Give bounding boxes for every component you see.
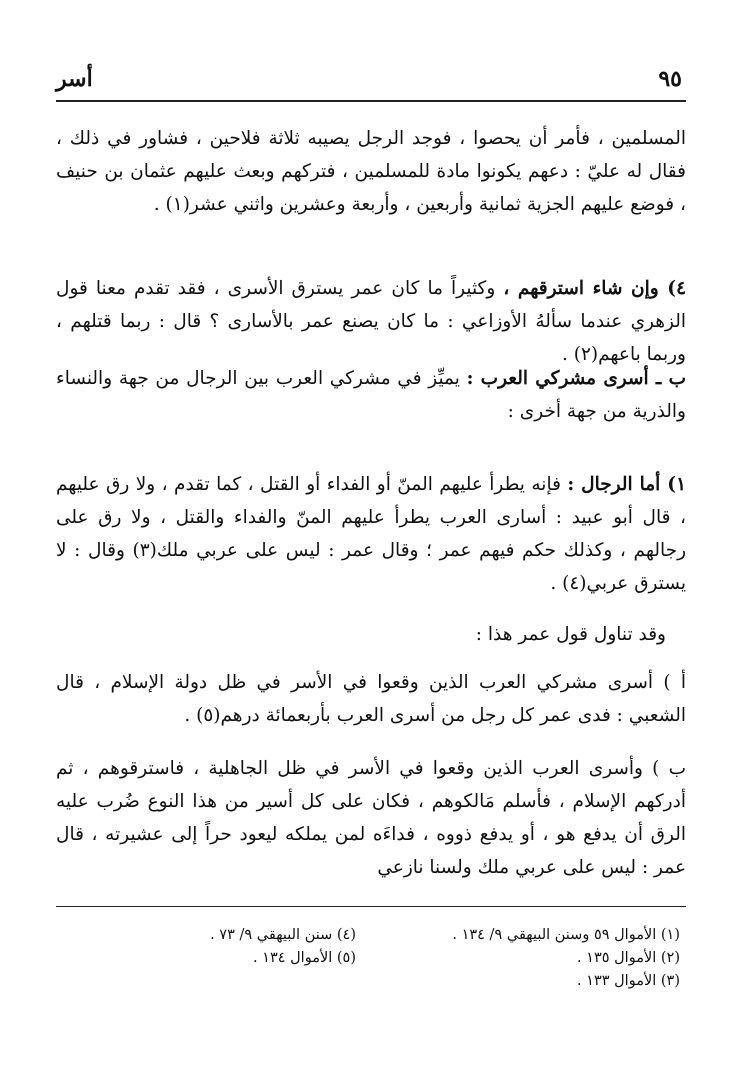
paragraph-4: ١) أما الرجال : فإنه يطرأ عليهم المنّ أو الفداء أو القتل ، كما تقدم ، ولا رق عليهم ، قال أبو عبيد : أسارى العرب يطرأ عليهم المنّ والفداء والقتل ، ولا رق على رجالهم ، وكذلك حكم فيهم عمر ؛ وقال عمر : ليس على عربي ملك(٣) وقال : لا يسترق عربي(٤) .	[56, 474, 687, 594]
footnote-4: (٤) سنن البيهقي ٩/ ٧٣ .	[210, 927, 356, 943]
footnote-5: (٥) الأموال ١٣٤ .	[252, 950, 356, 966]
footnote-3: (٣) الأموال ١٣٣ .	[576, 973, 680, 989]
footnote-separator	[56, 906, 686, 907]
paragraph-1: المسلمين ، فأمر أن يحصوا ، فوجد الرجل يصيبه ثلاثة فلاحين ، فشاور في ذلك ، فقال له عليّ : دعهم يكونوا مادة للمسلمين ، فتركهم وبعث عليهم عثمان بن حنيف ، فوضع عليهم الجزية ثمانية وأربعين ، وأربعة وعشرين واثني عشر(١) .	[56, 128, 686, 215]
running-title: أسر	[56, 66, 93, 92]
footnotes-right-column	[380, 924, 680, 993]
document-page	[56, 60, 686, 1060]
paragraph-2: ٤) وإن شاء استرقهم ، وكثيراً ما كان عمر يسترق الأسرى ، فقد تقدم معنا قول الزهري عندما سألهُ الأوزاعي : ما كان يصنع عمر بالأسارى ؟ قال : ربما قتلهم ، وربما باعهم(٢) .	[56, 278, 686, 365]
paragraph-7: ب ) وأسرى العرب الذين وقعوا في الأسر في ظل الجاهلية ، فاسترقوهم ، ثم أدركهم الإسلام ، فأسلم مَالكوهم ، فكان على كل أسير من هذا النوع ضُرب عليه الرق أن يدفع هو ، أو يدفع ذووه ، فداءَه لمن يملكه ليعود حراً إلى عشيرته ، قال عمر : ليس على عربي ملك ولسنا نازعي	[56, 758, 686, 878]
page-number: ٩٥	[658, 66, 682, 92]
footnote-1: (١) الأموال ٥٩ وسنن البيهقي ٩/ ١٣٤ .	[452, 927, 680, 943]
footnotes-left-column	[56, 924, 356, 970]
page-header	[56, 60, 686, 100]
header-rule	[56, 100, 686, 102]
paragraph-3: ب ـ أسرى مشركي العرب : يميِّز في مشركي العرب بين الرجال من جهة والنساء والذرية من جهة أخرى :	[56, 368, 686, 422]
footnote-2: (٢) الأموال ١٣٥ .	[576, 950, 680, 966]
paragraph-6: أ ) أسرى مشركي العرب الذين وقعوا في الأسر في ظل دولة الإسلام ، قال الشعبي : فدى عمر كل رجل من أسرى العرب بأربعمائة درهم(٥) .	[56, 672, 686, 726]
paragraph-5: وقد تناول قول عمر هذا :	[475, 624, 666, 645]
